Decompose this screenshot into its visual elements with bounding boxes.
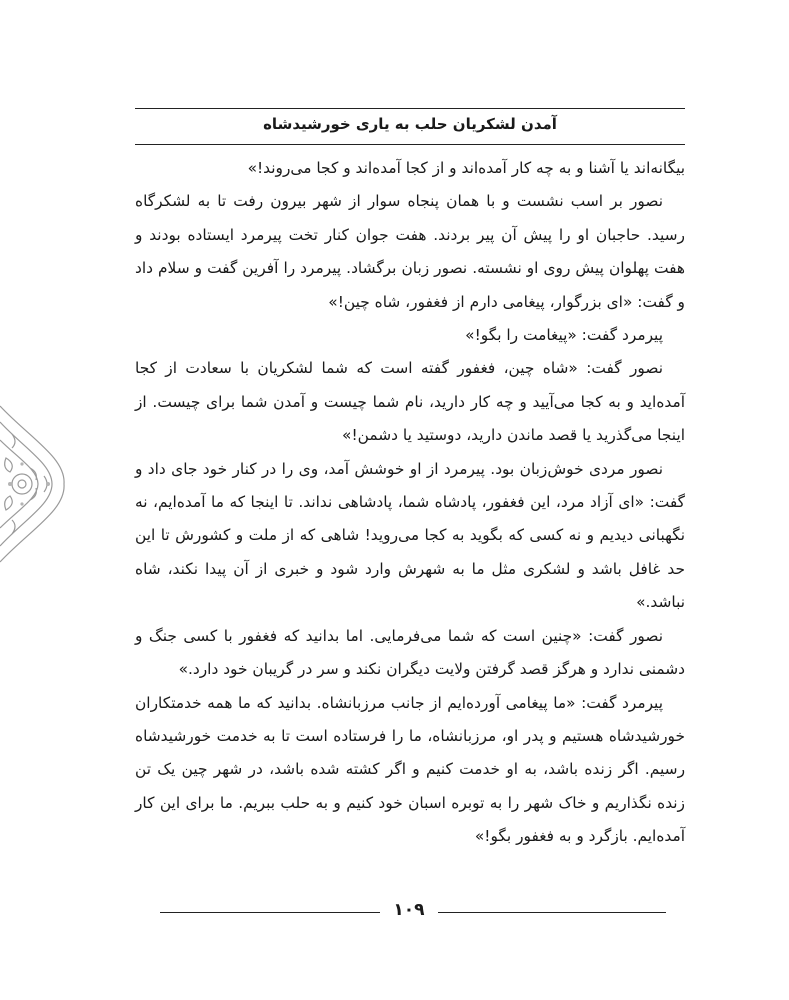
page-number: ۱۰۹ [393, 900, 425, 920]
paragraph: نصور گفت: «شاه چین، فغفور گفته است که شما لشکریان با سعادت از کجا آمده‌اید و به کجا می‌آیید و چه کار دارید، نام شما چیست و آمدن شما برای چیست. از اینجا می‌گذرید یا قصد ماندن دارید، دوستید یا دشمن!» [135, 359, 685, 445]
paragraph: نصور بر اسب نشست و با همان پنجاه سوار از شهر بیرون رفت تا به لشکرگاه رسید. حاجبان او را پیش آن پیر بردند. هفت جوان کنار تخت پیرمرد ایستاده بودند و هفت پهلوان پیش روی او نشسته. نصور زبان برگشاد. پیرمرد را آفرین گفت و سلام داد و گفت: «ای بزرگوار، پیغامی دارم از فغفور، شاه چین!» [135, 192, 685, 311]
body-text [135, 152, 685, 854]
paragraph: نصور گفت: «چنین است که شما می‌فرمایی. اما بدانید که فغفور با کسی جنگ و دشمنی ندارد و هرگز قصد گرفتن ولایت دیگران نکند و سر در گریبان خود دارد.» [135, 626, 685, 679]
paragraph: پیرمرد گفت: «ما پیغامی آورده‌ایم از جانب مرزبانشاه. بدانید که ما همه خدمتکاران خورشیدشاه هستیم و پدر او، مرزبانشاه، ما را فرستاده است تا به خدمت خورشیدشاه رسیم. اگر زنده باشد، به او خدمت کنیم و اگر کشته شده باشد، در شهر چین یک تن زنده نگذاریم و خاک شهر را به توبره اسبان خود کنیم و به حلب ببریم. ما برای این کار آمده‌ایم. بازگرد و به فغفور بگو!» [135, 693, 685, 846]
header-rule-bottom [135, 144, 685, 145]
paragraph: پیرمرد گفت: «پیغامت را بگو!» [465, 326, 663, 345]
paragraph: نصور مردی خوش‌زبان بود. پیرمرد از او خوشش آمد، وی را در کنار خود جای داد و گفت: «ای آزاد مرد، این فغفور، پادشاه شما، پادشاهی نداند. تا اینجا که ما آمده‌ایم، نه نگهبانی دیدیم و نه کسی که بگوید به کجا می‌روید! شاهی که از ملت و کشورش تا این حد غافل باشد و لشکری مثل ما به شهرش وارد شود و خبری از آن پیدا نکند، شاه نباشد.» [135, 459, 685, 612]
footer-rule-right [438, 912, 666, 913]
running-head-title: آمدن لشکریان حلب به یاری خورشیدشاه [263, 115, 557, 133]
footer-rule-left [160, 912, 380, 913]
floral-ornament-icon [0, 398, 66, 570]
paragraph: بیگانه‌اند یا آشنا و به چه کار آمده‌اند و از کجا آمده‌اند و کجا می‌روند!» [247, 159, 685, 177]
header-rule-top [135, 108, 685, 109]
